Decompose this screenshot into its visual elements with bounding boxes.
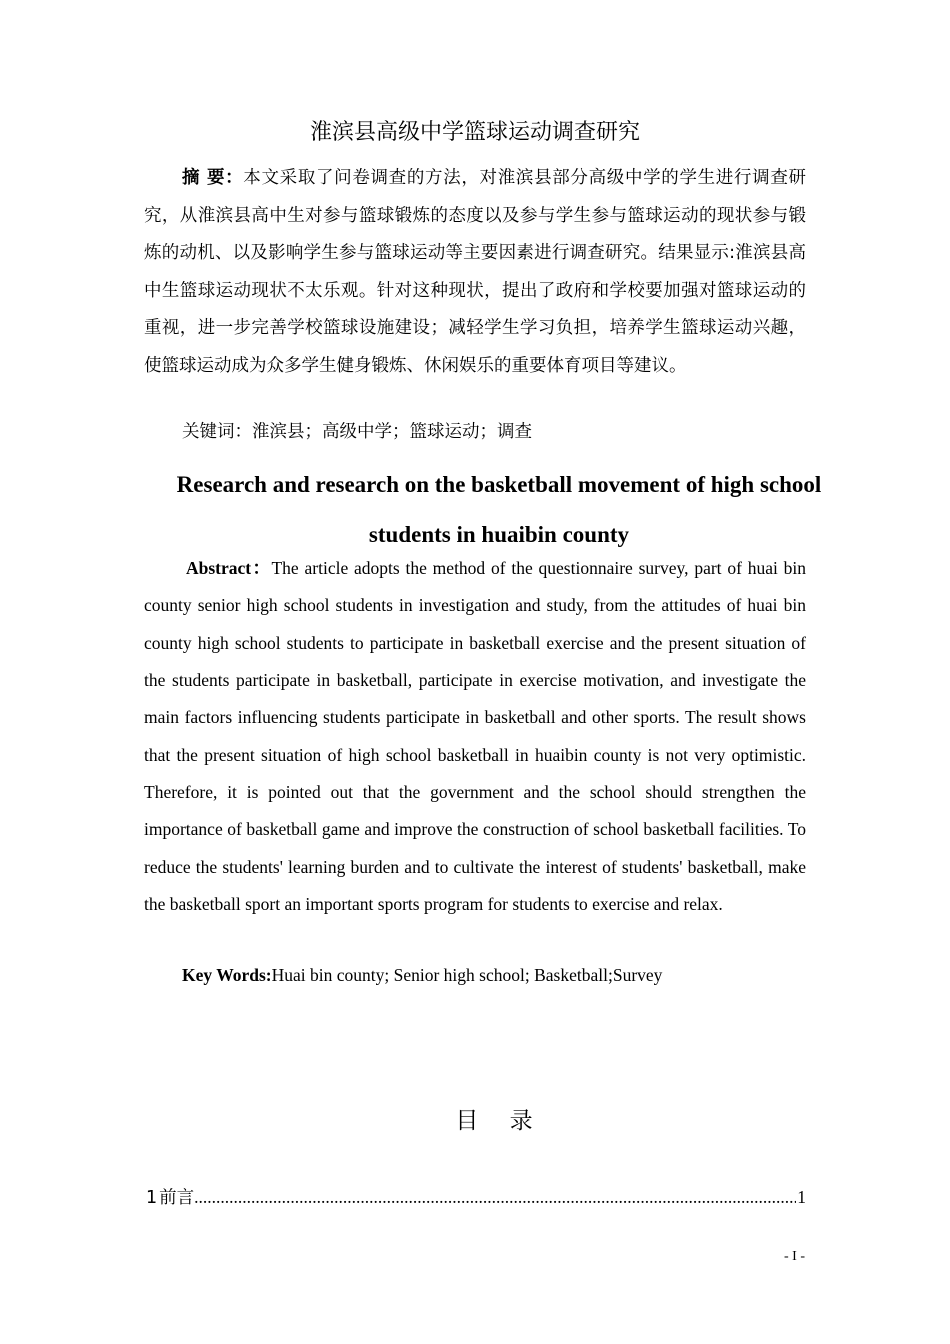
toc-entry[interactable] bbox=[146, 1184, 806, 1211]
chinese-abstract bbox=[144, 160, 806, 385]
toc-entry-number: 1 bbox=[146, 1188, 158, 1208]
english-abstract-label: Abstract： bbox=[186, 558, 272, 578]
toc-entry-leader bbox=[194, 1184, 796, 1210]
toc-entry-page: 1 bbox=[797, 1187, 806, 1207]
chinese-keywords-label: 关键词： bbox=[182, 422, 252, 442]
chinese-title: 淮滨县高级中学篮球运动调查研究 bbox=[309, 120, 640, 145]
chinese-keywords-text: 淮滨县；高级中学；篮球运动；调查 bbox=[252, 422, 532, 442]
page-number: - I - bbox=[784, 1249, 805, 1264]
english-abstract-text: The article adopts the method of the questionnaire survey, part of huai bin county senior high school students in investigation and study, from the attitudes of huai bin county high school students to participate in basketball exercise and the present situation of the students participate in basketball, participate in exercise motivation, and investigate the main factors influencing students participate in basketball and other sports. The result shows that the present situation of high school basketball in huaibin county is not very optimistic. Therefore, it is pointed out that the government and the school should strengthen the importance of basketball game and improve the construction of school basketball facilities. To reduce the students' learning burden and to cultivate the interest of students' basketball, make the basketball sport an important sports program for students to exercise and relax. bbox=[144, 558, 807, 915]
english-keywords-label: Key Words: bbox=[182, 965, 272, 985]
english-title: Research and research on the basketball movement of high school students in huaibin county bbox=[176, 472, 822, 547]
english-keywords bbox=[182, 962, 662, 988]
chinese-abstract-label: 摘 要： bbox=[182, 168, 244, 188]
toc-entry-label: 前言 bbox=[159, 1188, 195, 1208]
chinese-abstract-text: 本文采取了问卷调查的方法，对淮滨县部分高级中学的学生进行调查研究，从淮滨县高中生对参与篮球锻炼的态度以及参与学生参与篮球运动的现状参与锻炼的动机、以及影响学生参与篮球运动等主要因素进行调查研究。结果显示:淮滨县高中生篮球运动现状不太乐观。针对这种现状，提出了政府和学校要加强对篮球运动的重视，进一步完善学校篮球设施建设；减轻学生学习负担，培养学生篮球运动兴趣，使篮球运动成为众多学生健身锻炼、休闲娱乐的重要体育项目等建议。 bbox=[144, 168, 807, 376]
english-abstract bbox=[144, 550, 806, 923]
english-keywords-text: Huai bin county; Senior high school; Basketball;Survey bbox=[271, 965, 663, 985]
toc-heading: 目 录 bbox=[455, 1108, 545, 1134]
chinese-keywords bbox=[182, 419, 532, 445]
